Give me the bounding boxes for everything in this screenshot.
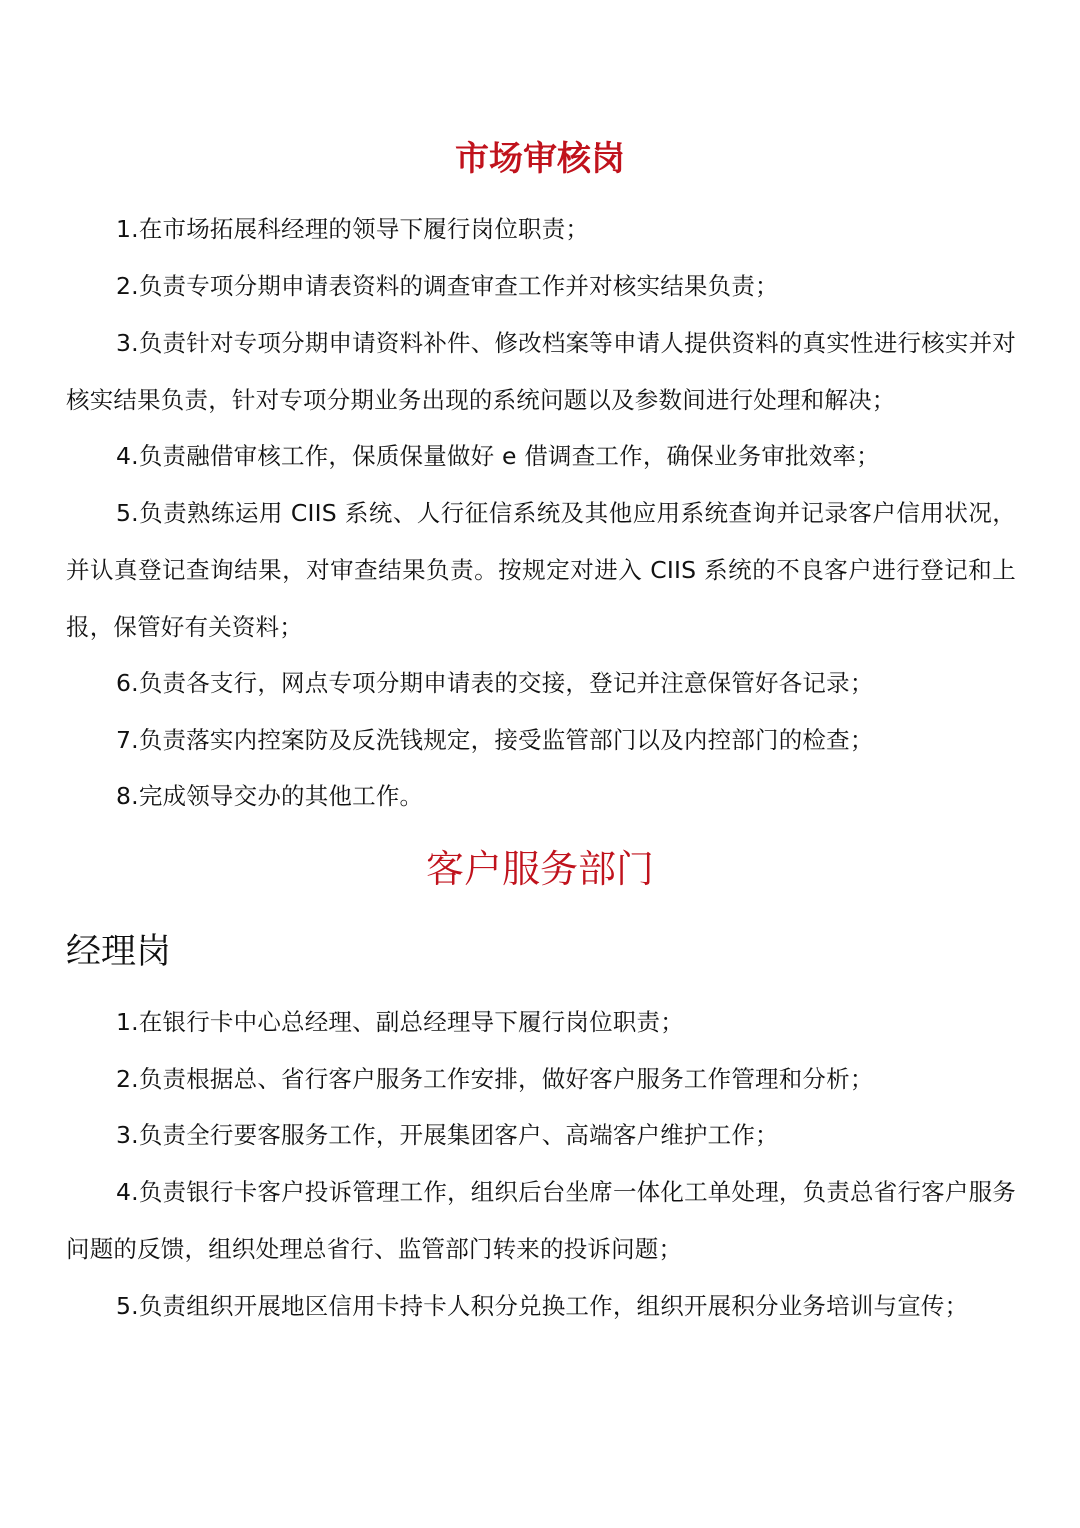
duty-item: 1.在市场拓展科经理的领导下履行岗位职责； — [116, 215, 590, 243]
duty-item: 3.负责全行要客服务工作，开展集团客户、高端客户维护工作； — [116, 1121, 779, 1149]
section-title-customer-service: 客户服务部门 — [425, 847, 654, 891]
duty-item: 5.负责熟练运用 CIIS 系统、人行征信系统及其他应用系统查询并记录客户信用状况，并认真登记查询结果，对审查结果负责。按规定对进入 CIIS 系统的不良客户进行登记和上报，保管好有关资料； — [66, 499, 1016, 641]
duty-item: 4.负责银行卡客户投诉管理工作，组织后台坐席一体化工单处理，负责总省行客户服务问题的反馈，组织处理总省行、监管部门转来的投诉问题； — [66, 1178, 1016, 1263]
duty-item: 2.负责专项分期申请表资料的调查审查工作并对核实结果负责； — [116, 272, 779, 300]
duty-item: 1.在银行卡中心总经理、副总经理导下履行岗位职责； — [116, 1008, 684, 1036]
duty-item: 8.完成领导交办的其他工作。 — [116, 782, 424, 810]
section-title-market-review: 市场审核岗 — [455, 139, 625, 179]
duty-item: 7.负责落实内控案防及反洗钱规定，接受监管部门以及内控部门的检查； — [116, 726, 874, 754]
duty-item: 6.负责各支行，网点专项分期申请表的交接，登记并注意保管好各记录； — [116, 669, 874, 697]
duty-item: 2.负责根据总、省行客户服务工作安排，做好客户服务工作管理和分析； — [116, 1065, 874, 1093]
duty-item: 3.负责针对专项分期申请资料补件、修改档案等申请人提供资料的真实性进行核实并对核实结果负责，针对专项分期业务出现的系统问题以及参数间进行处理和解决； — [66, 329, 1016, 414]
sub-heading-manager: 经理岗 — [66, 932, 172, 972]
duty-item: 5.负责组织开展地区信用卡持卡人积分兑换工作，组织开展积分业务培训与宣传； — [116, 1292, 969, 1320]
duty-item: 4.负责融借审核工作，保质保量做好 e 借调查工作，确保业务审批效率； — [116, 442, 880, 470]
